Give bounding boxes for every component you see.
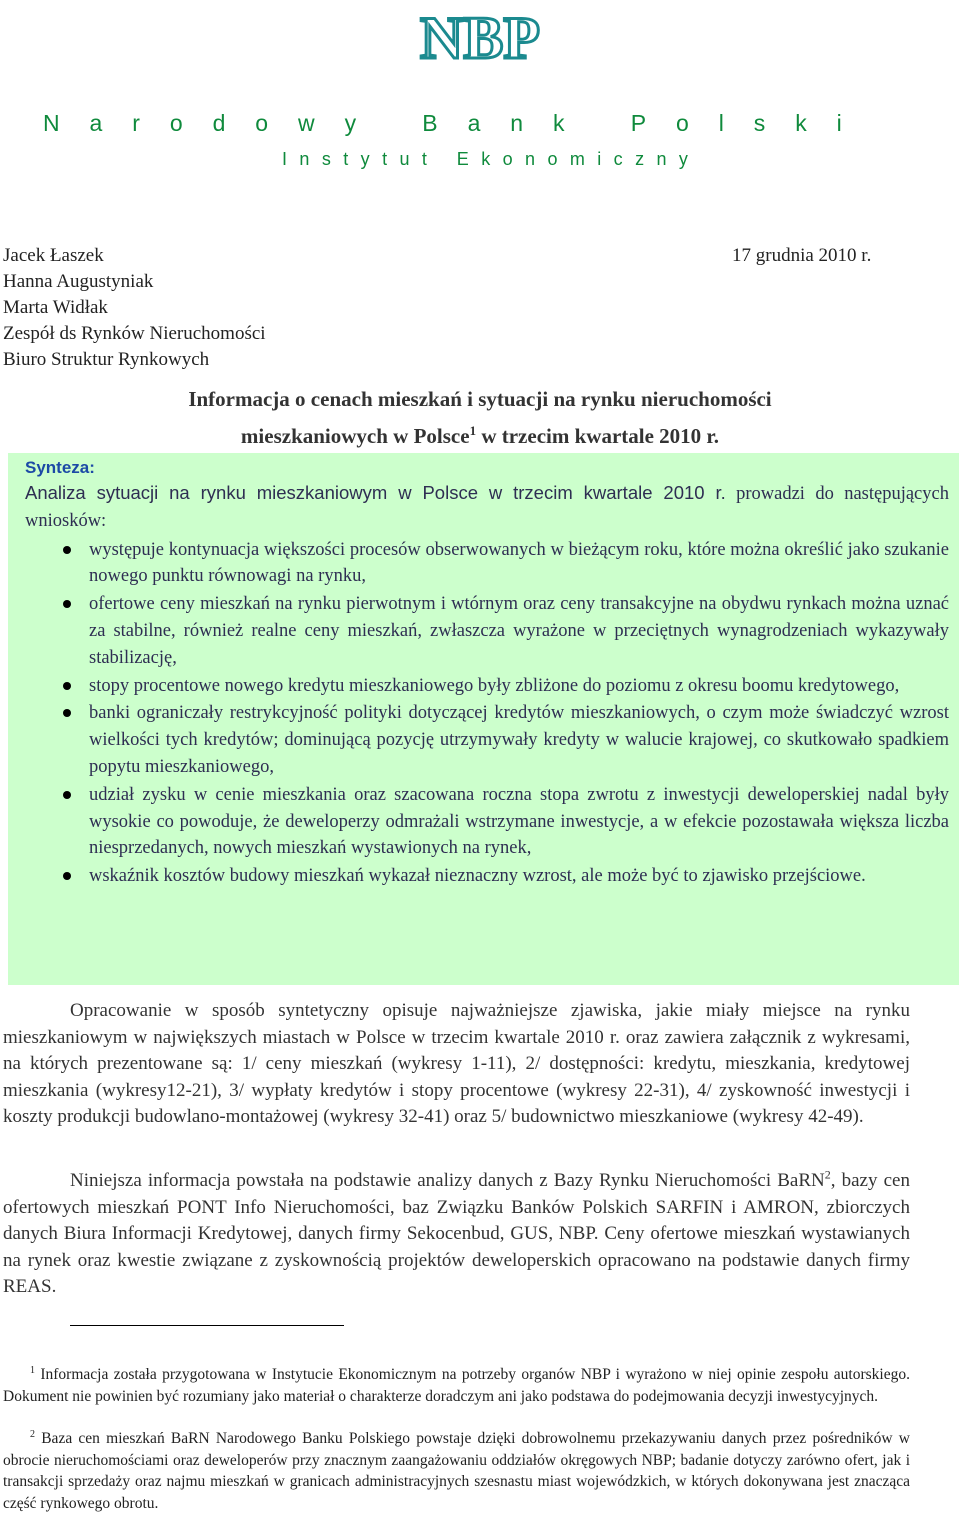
institute-name-letter: y — [360, 149, 370, 169]
bank-name-letter: r — [132, 110, 140, 136]
list-item-text: występuje kontynuacja większości procesów obserwowanych w bieżącym roku, które można określić jako szukanie nowego punktu równowagi na rynku, — [89, 539, 949, 587]
list-item — [25, 537, 949, 591]
institute-name-letter: i — [597, 149, 602, 169]
nbp-logo-text: NBP — [420, 6, 540, 68]
conclusions-list — [25, 537, 949, 890]
synthesis-box — [8, 453, 959, 985]
bank-name-letter: i — [836, 110, 842, 136]
institute-name-letter: c — [613, 149, 623, 169]
bank-name-letter — [386, 110, 392, 137]
authors-block — [3, 243, 266, 373]
bullet-icon — [63, 791, 71, 799]
institute-name-letter: n — [299, 149, 310, 169]
bank-name-letter: o — [676, 110, 689, 136]
bank-name-letter: d — [212, 110, 226, 136]
synthesis-intro-start: Analiza sytuacji na rynku mieszkaniowym w Polsce w trzecim kwartale 2010 r. — [25, 482, 726, 503]
list-item — [25, 782, 949, 862]
footnote-text: Baza cen mieszkań BaRN Narodowego Banku Polskiego powstaje dzięki dobrowolnemu przekazywaniu danych przez pośredników w obrocie nieruchomościami oraz deweloperów przy znacznym zaangażowaniu oddziałów okręgowych NBP; badanie dotyczy zarówno ofert, jak i transakcji sprzedaży oraz najmu mieszkań w granicach administracyjnych szesnastu miast wojewódzkich, w których dokonywana jest znacząca część rynkowego obrotu. — [3, 1430, 910, 1512]
title-line-1: Informacja o cenach mieszkań i sytuacji na rynku nieruchomości — [188, 387, 772, 411]
footnote-number: 2 — [30, 1429, 35, 1440]
synthesis-intro — [25, 480, 949, 535]
author-name: Jacek Łaszek — [3, 245, 104, 266]
institute-name-letter: t — [343, 149, 349, 169]
footnote-ref[interactable]: 1 — [469, 423, 477, 438]
bank-name-letter — [594, 110, 600, 137]
department-name: Biuro Struktur Rynkowych — [3, 349, 210, 370]
institute-name-letter: y — [678, 149, 688, 169]
nbp-logo-graphic — [410, 6, 550, 68]
institute-name-letter: u — [399, 149, 410, 169]
institute-name-letter: t — [421, 149, 427, 169]
bank-name-letter: N — [43, 110, 60, 136]
institute-name-letter: I — [282, 149, 288, 169]
bullet-icon — [63, 546, 71, 554]
nbp-logo — [0, 6, 960, 73]
bullet-icon — [63, 600, 71, 608]
footnote-divider — [70, 1325, 344, 1326]
list-item — [25, 863, 949, 890]
bank-name-letter: o — [255, 110, 269, 136]
bank-name-letter: a — [467, 110, 481, 136]
footnote-1 — [3, 1360, 910, 1407]
institute-name-letter: o — [547, 149, 558, 169]
institute-name-letter — [439, 149, 444, 170]
institute-name-letter: k — [481, 149, 491, 169]
bank-name-letter: w — [298, 110, 315, 136]
bank-name — [0, 110, 960, 137]
institute-name-letter: E — [456, 149, 469, 169]
institute-name-letter: m — [569, 149, 585, 169]
list-item — [25, 700, 949, 780]
document-title — [0, 384, 960, 452]
paragraph-2-end: , bazy cen ofertowych mieszkań PONT Info Nieruchomości, baz Związku Banków Polskich SARFIN i AMRON, zbiorczych danych Biura Informacji Kredytowej, danych firmy Sekocenbud, GUS, NBP. Ceny ofertowe mieszkań wystawianych na rynek oraz kwestie związane z zyskownością projektów deweloperskich opracowano na podstawie danych firmy REAS. — [3, 1170, 910, 1298]
bank-name-letter: y — [344, 110, 357, 136]
list-item-text: stopy procentowe nowego kredytu mieszkaniowego były zbliżone do poziomu z okresu boomu kredytowego, — [89, 675, 900, 696]
bank-name-letter: s — [753, 110, 766, 136]
bullet-icon — [63, 682, 71, 690]
bank-name-letter: l — [718, 110, 724, 136]
institute-name-letter: n — [656, 149, 667, 169]
list-item-text: banki ograniczały restrykcyjność polityki dotyczącej kredytów mieszkaniowych, o czym może świadczyć wzrost wielkości tych kredytów; dominującą pozycję utrzymywały kredyty w walucie krajowej, co skutkowało spadkiem popytu mieszkaniowego, — [89, 703, 949, 777]
author-name: Marta Widłak — [3, 297, 108, 318]
list-item — [25, 673, 949, 700]
synthesis-heading: Synteza: — [25, 458, 95, 477]
institute-name-letter: t — [382, 149, 388, 169]
bank-name-letter: B — [422, 110, 438, 136]
paragraph-2-start: Niniejsza informacja powstała na podstawie analizy danych z Bazy Rynku Nieruchomości BaRN — [70, 1170, 825, 1191]
bank-name-letter: n — [510, 110, 524, 136]
bank-name-letter: a — [89, 110, 103, 136]
footnote-2 — [3, 1424, 910, 1514]
title-line-2-end: w trzecim kwartale 2010 r. — [476, 424, 720, 448]
institute-name-letter: s — [321, 149, 331, 169]
footnote-number: 1 — [30, 1365, 35, 1376]
bullet-icon — [63, 872, 71, 880]
author-name: Hanna Augustyniak — [3, 271, 154, 292]
synthesis-intro-end: prowadzi do następujących wniosków: — [25, 484, 949, 531]
body-paragraph-1: Opracowanie w sposób syntetyczny opisuje najważniejsze zjawiska, jakie miały miejsce na rynku mieszkaniowym w największych miastach w Polsce w trzecim kwartale 2010 r. oraz zawiera załącznik z wykresami, na których prezentowane są: 1/ ceny mieszkań (wykresy 1-11), 2/ dostępności: kredytu, mieszkania, kredytowej mieszkania (wykresy12-21), 3/ wypłaty kredytów i stopy procentowe (wykresy 22-31), 4/ zyskowność inwestycji i koszty produkcji budowlano-montażowej (wykresy 32-41) oraz 5/ budownictwo mieszkaniowe (wykresy 42-49). — [3, 1000, 910, 1128]
bank-name-letter: k — [795, 110, 807, 136]
list-item-text: wskaźnik kosztów budowy mieszkań wykazał nieznaczny wzrost, ale może być to zjawisko przejściowe. — [89, 866, 866, 887]
body-paragraph-2 — [3, 1168, 910, 1301]
list-item-text: udział zysku w cenie mieszkania oraz szacowana roczna stopa zwrotu z inwestycji deweloperskiej nadal były wysokie co powoduje, że deweloperzy odmrażali wstrzymane inwestycje, a w efekcie pozostawała większa liczba niesprzedanych, nowych mieszkań wystawionych na rynek, — [89, 784, 949, 859]
bullet-icon — [63, 709, 71, 717]
institute-name-letter: o — [502, 149, 513, 169]
bank-name-letter: k — [553, 110, 565, 136]
footnote-text: Informacja została przygotowana w Instytucie Ekonomicznym na potrzeby organów NBP i wyrażono w niej opinie zespołu autorskiego. Dokument nie powinien być rozumiany jako materiał o charakterze doradczym ani jako podstawa do podejmowania decyzji inwestycyjnych. — [3, 1366, 910, 1405]
footnote-ref[interactable]: 2 — [824, 1167, 831, 1182]
institute-name-letter: n — [525, 149, 536, 169]
bank-name-letter: o — [169, 110, 183, 136]
title-line-2-start: mieszkaniowych w Polsce — [240, 424, 470, 448]
institute-name-letter: z — [635, 149, 645, 169]
bank-name-letter: P — [630, 110, 647, 136]
list-item — [25, 591, 949, 671]
institute-name — [0, 149, 960, 170]
list-item-text: ofertowe ceny mieszkań na rynku pierwotnym i wtórnym oraz ceny transakcyjne na obydwu rynkach można uznać za stabilne, również realne ceny mieszkań, zwłaszcza wyrażone w przeciętnych wynagrodzeniach wykazywały stabilizację, — [89, 594, 949, 668]
document-date: 17 grudnia 2010 r. — [732, 245, 872, 266]
title-line-2 — [0, 415, 960, 452]
team-name: Zespół ds Rynków Nieruchomości — [3, 323, 266, 344]
